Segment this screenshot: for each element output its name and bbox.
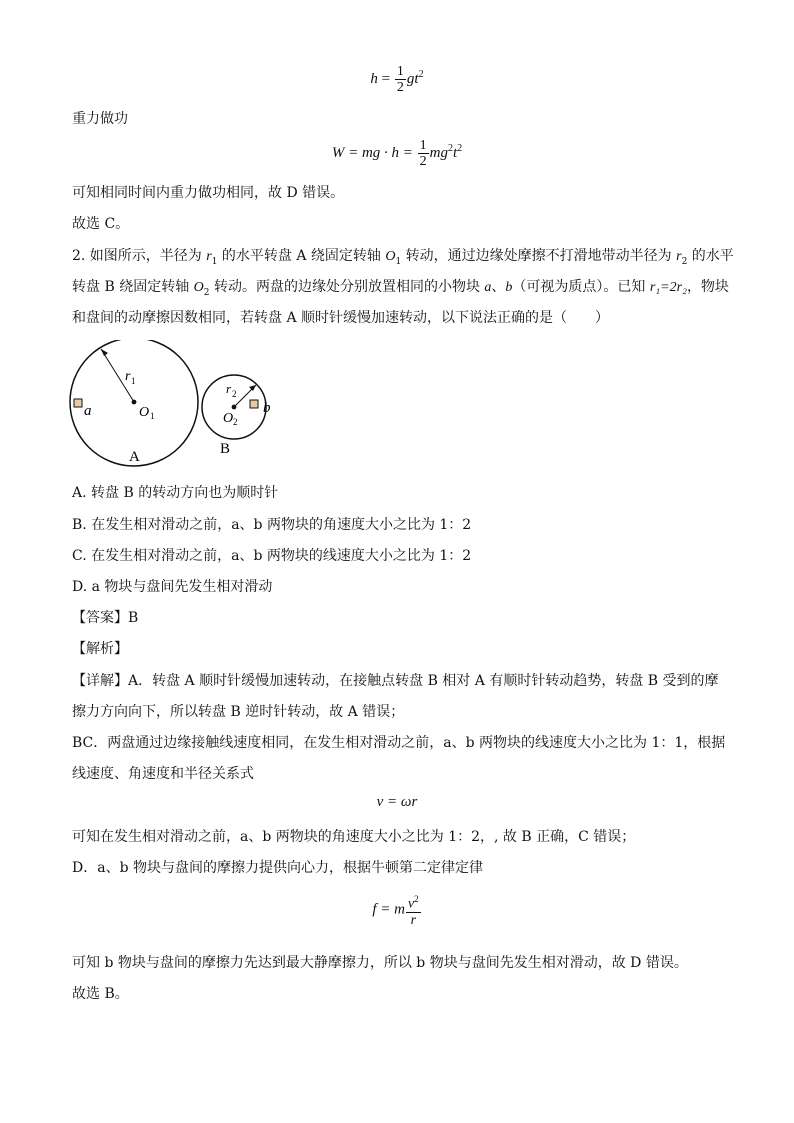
radius-r2-arrowhead xyxy=(249,385,256,391)
q1-d: 的水平 xyxy=(687,248,734,264)
label-o2-sub: 2 xyxy=(233,417,238,427)
formula-f-v: v xyxy=(407,896,415,912)
formula-f-lhs: f = m xyxy=(372,901,405,918)
label-r1-sub: 1 xyxy=(131,376,136,386)
formula-gravity-work xyxy=(0,138,794,169)
answer-label: 【答案】B xyxy=(72,610,139,626)
q2-rel: r₁=2r₂ xyxy=(649,280,687,295)
q1-r1: r xyxy=(206,249,212,264)
q1-a: 2. 如图所示，半径为 xyxy=(72,248,207,264)
block-a xyxy=(74,399,82,407)
detail-p1-line1: 【详解】A．转盘 A 顺时针缓慢加速转动，在接触点转盘 B 相对 A 有顺时针转动趋势，转盘 B 受到的摩 xyxy=(72,673,719,689)
q1-r1sub: 1 xyxy=(211,256,218,267)
option-b: B. 在发生相对滑动之前，a、b 两物块的角速度大小之比为 1：2 xyxy=(72,517,472,533)
q2-bvar: b xyxy=(505,280,513,295)
q2-o2: O xyxy=(193,280,204,295)
turntable-diagram xyxy=(66,340,286,470)
formula2-exp2: 2 xyxy=(457,142,463,154)
q1-o1sub: 1 xyxy=(395,256,402,267)
question-line-2 xyxy=(72,278,729,302)
analysis-label: 【解析】 xyxy=(72,641,128,657)
q2-b: 转动。两盘的边缘处分别放置相同的小物块 xyxy=(209,279,485,295)
formula2-den: 2 xyxy=(419,154,427,169)
formula1-lhs: h xyxy=(370,70,378,87)
formula1-rest: gt xyxy=(406,70,419,87)
formula-v-text: v = ωr xyxy=(376,794,418,810)
label-o1-sub: 1 xyxy=(150,411,155,421)
q1-b: 的水平转盘 A 绕固定转轴 xyxy=(217,248,386,264)
formula-f-den xyxy=(406,913,421,928)
formula-centripetal xyxy=(0,892,794,928)
q2-e: ，物块 xyxy=(686,279,729,295)
label-r1: r xyxy=(125,369,131,384)
formula-f-fraction xyxy=(406,892,421,928)
formula1-eq: = xyxy=(377,70,394,87)
formula1-den: 2 xyxy=(396,80,404,95)
formula2-num: 1 xyxy=(419,138,427,153)
formula-free-fall xyxy=(0,64,794,95)
formula1-num: 1 xyxy=(396,64,404,79)
label-r2: r xyxy=(226,381,232,396)
detail-p3-line1: D．a、b 物块与盘间的摩擦力提供向心力，根据牛顿第二定律定律 xyxy=(72,860,483,876)
formula2-lhs: W = mg · h = xyxy=(331,144,417,161)
label-a: a xyxy=(84,403,92,419)
option-c: C. 在发生相对滑动之前，a、b 两物块的线速度大小之比为 1：2 xyxy=(72,548,472,564)
formula2-rest-a: mg xyxy=(429,144,448,161)
label-disk-A: A xyxy=(129,449,140,465)
label-disk-B: B xyxy=(220,441,231,457)
gravity-work-label: 重力做功 xyxy=(72,111,128,127)
choose-c: 故选 C。 xyxy=(72,216,130,232)
q2-a: 转盘 B 绕固定转轴 xyxy=(72,279,194,295)
q1-r2: r xyxy=(676,249,682,264)
q1-o1: O xyxy=(385,249,396,264)
label-b: b xyxy=(263,400,271,416)
label-r2-sub: 2 xyxy=(232,389,237,399)
formula-f-r: r xyxy=(410,912,417,928)
formula2-exp1: 2 xyxy=(448,142,453,154)
formula2-fraction xyxy=(418,138,429,169)
choose-b: 故选 B。 xyxy=(72,986,129,1002)
option-a: A. 转盘 B 的转动方向也为顺时针 xyxy=(72,485,279,501)
conclusion-d: 可知相同时间内重力做功相同，故 D 错误。 xyxy=(72,185,345,201)
q2-o2sub: 2 xyxy=(203,287,210,298)
label-o2: O xyxy=(223,411,234,426)
detail-p2-line1: BC．两盘通过边缘接触线速度相同，在发生相对滑动之前，a、b 两物块的线速度大小之比为 1：1，根据 xyxy=(72,735,726,751)
q2-avar: a xyxy=(484,280,492,295)
formula-f-exp: 2 xyxy=(414,894,419,904)
block-b xyxy=(250,400,258,408)
detail-p2-line2: 线速度、角速度和半径关系式 xyxy=(72,766,254,782)
radius-r1-arrowhead xyxy=(101,349,108,356)
q1-c: 转动，通过边缘处摩擦不打滑地带动半径为 xyxy=(401,248,677,264)
label-o1: O xyxy=(139,405,150,420)
detail-p1-line2: 擦力方向向下，所以转盘 B 逆时针转动，故 A 错误； xyxy=(72,704,405,720)
formula-v-omega-r xyxy=(0,794,794,811)
formula2-rest-b: t xyxy=(453,144,458,161)
formula1-fraction xyxy=(395,64,406,95)
formula1-exp: 2 xyxy=(418,68,424,80)
option-d: D. a 物块与盘间先发生相对滑动 xyxy=(72,579,273,595)
question-line-3: 和盘间的动摩擦因数相同，若转盘 A 顺时针缓慢加速转动，以下说法正确的是（ ） xyxy=(72,310,610,326)
q2-d: （可视为质点）。已知 xyxy=(512,279,650,295)
detail-p3-line2: 可知 b 物块与盘间的摩擦力先达到最大静摩擦力，所以 b 物块与盘间先发生相对滑动，故 D 错误。 xyxy=(72,955,688,971)
q2-c: 、 xyxy=(491,279,506,295)
formula-f-num xyxy=(406,892,421,913)
detail-p2-line3: 可知在发生相对滑动之前，a、b 两物块的角速度大小之比为 1：2，, 故 B 正确，C 错误； xyxy=(72,829,636,845)
question-line-1 xyxy=(72,247,734,271)
q1-r2sub: 2 xyxy=(681,256,688,267)
